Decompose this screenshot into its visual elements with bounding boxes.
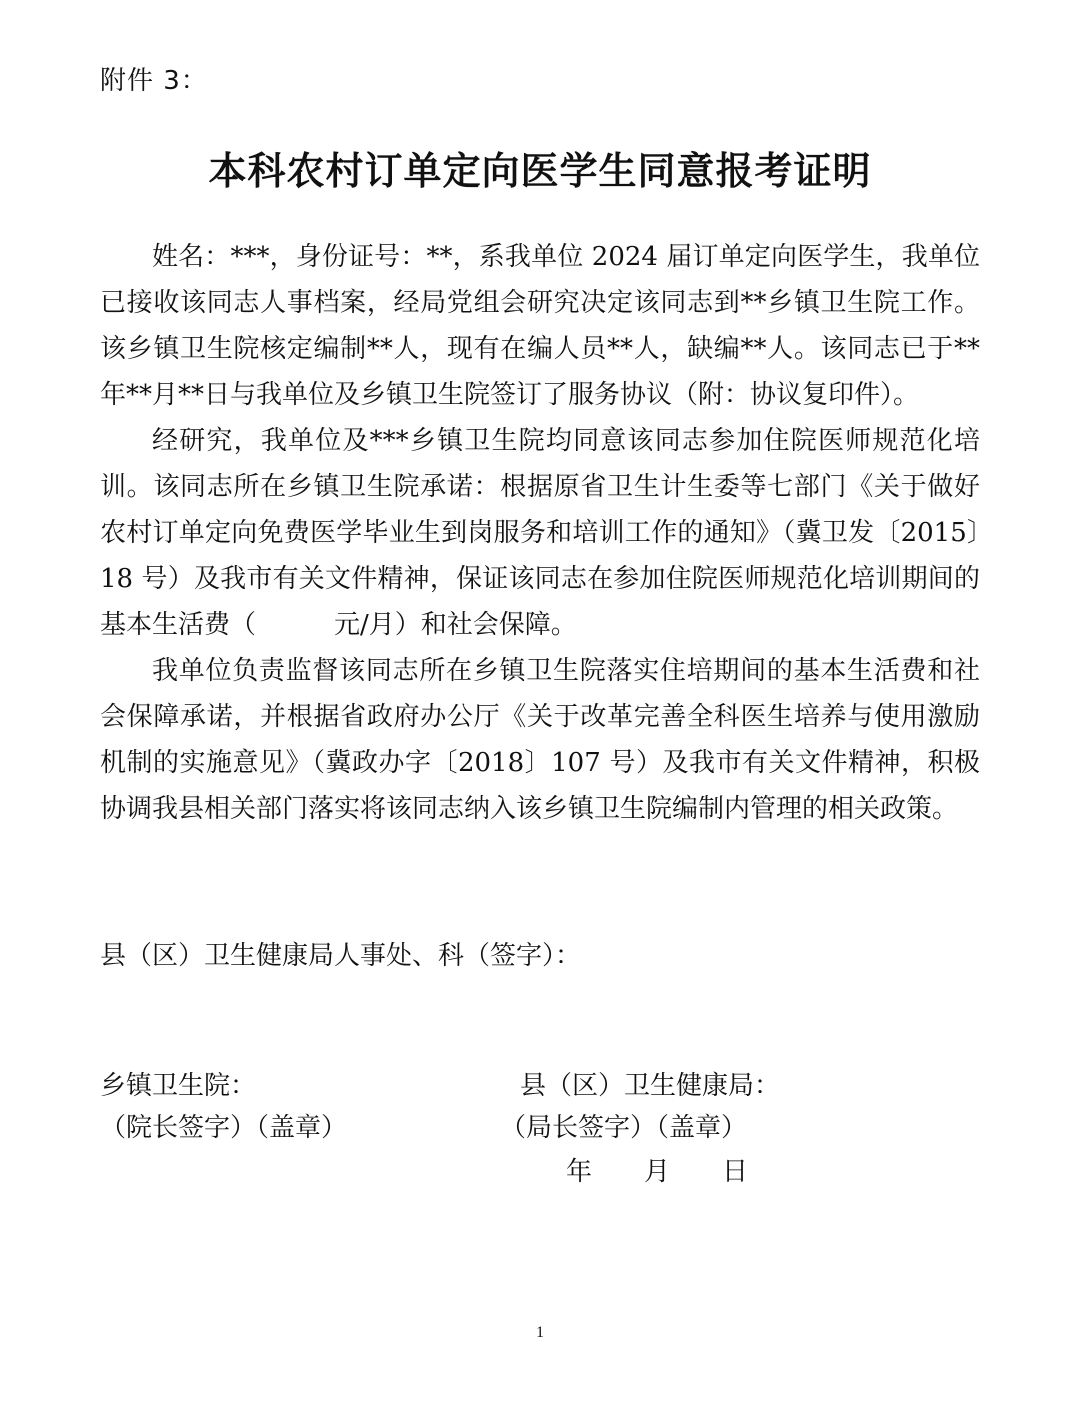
- attachment-label: 附件 3：: [100, 66, 208, 96]
- county-bureau-signature: （局长签字）（盖章）: [500, 1113, 748, 1143]
- township-hospital-label: 乡镇卫生院：: [100, 1071, 257, 1101]
- document-title: 本科农村订单定向医学生同意报考证明: [208, 149, 872, 193]
- paragraph-applicant-info: 姓名：***，身份证号：**，系我单位 2024 届订单定向医学生，我单位已接收该同志人事档案，经局党组会研究决定该同志到**乡镇卫生院工作。该乡镇卫生院核定编制**人，现有在编人员**人，缺编**人。该同志已于**年**月**日与我单位及乡镇卫生院签订了服务协议（附：协议复印件）。: [100, 242, 980, 410]
- document-body: [100, 234, 980, 832]
- county-personnel-signature-line: 县（区）卫生健康局人事处、科（签字）：: [100, 941, 582, 971]
- paragraph-supervision-commitment: 我单位负责监督该同志所在乡镇卫生院落实住培期间的基本生活费和社会保障承诺，并根据省政府办公厅《关于改革完善全科医生培养与使用激励机制的实施意见》（冀政办字〔2018〕107 号）及我市有关文件精神，积极协调我县相关部门落实将该同志纳入该乡镇卫生院编制内管理的相关政策。: [100, 656, 980, 824]
- township-hospital-signature: （院长签字）（盖章）: [100, 1113, 348, 1143]
- county-bureau-label: 县（区）卫生健康局：: [520, 1071, 781, 1101]
- date-line: 年 月 日: [566, 1157, 749, 1187]
- page-number: 1: [536, 1324, 544, 1341]
- paragraph-training-consent: 经研究，我单位及***乡镇卫生院均同意该同志参加住院医师规范化培训。该同志所在乡镇卫生院承诺：根据原省卫生计生委等七部门《关于做好农村订单定向免费医学毕业生到岗服务和培训工作的通知》（冀卫发〔2015〕18 号）及我市有关文件精神，保证该同志在参加住院医师规范化培训期间的基本生活费（ 元/月）和社会保障。: [100, 426, 980, 640]
